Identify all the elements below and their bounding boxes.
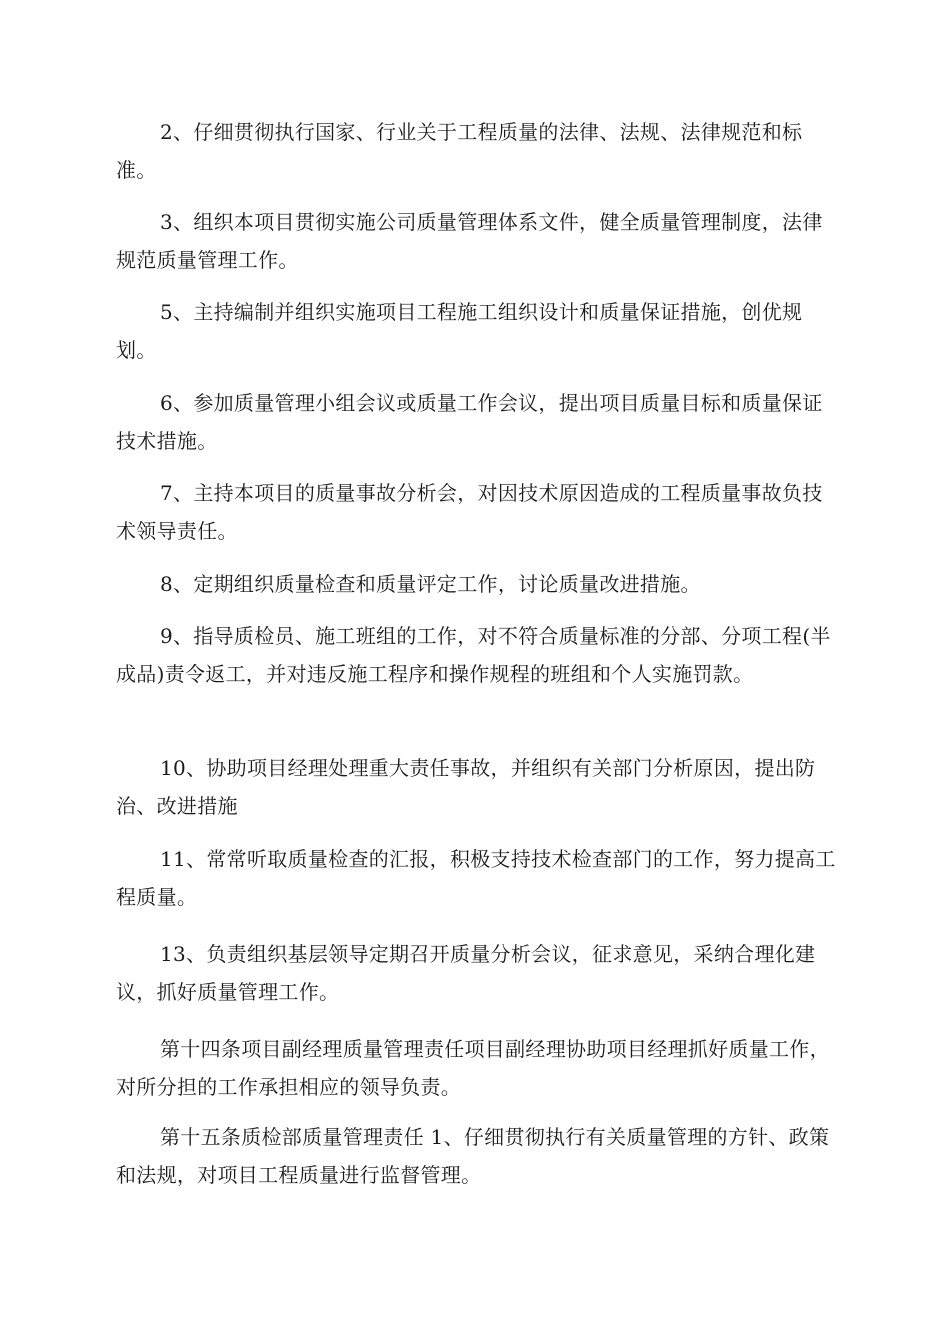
paragraph-item-6: 6、参加质量管理小组会议或质量工作会议，提出项目质量目标和质量保证技术措施。 [116,391,823,453]
paragraph-item-9: 9、指导质检员、施工班组的工作，对不符合质量标准的分部、分项工程(半成品)责令返工，并对违反施工程序和操作规程的班组和个人实施罚款。 [116,624,831,686]
paragraph-item-3: 3、组织本项目贯彻实施公司质量管理体系文件，健全质量管理制度，法律规范质量管理工作。 [116,210,823,272]
paragraph-item-8: 8、定期组织质量检查和质量评定工作，讨论质量改进措施。 [160,572,701,596]
paragraph-item-7: 7、主持本项目的质量事故分析会，对因技术原因造成的工程质量事故负技术领导责任。 [116,481,823,543]
paragraph-item-11: 11、常常听取质量检查的汇报，积极支持技术检查部门的工作，努力提高工程质量。 [116,847,836,909]
paragraph-item-13: 13、负责组织基层领导定期召开质量分析会议，征求意见，采纳合理化建议，抓好质量管理工作。 [116,942,816,1004]
paragraph-item-2: 2、仔细贯彻执行国家、行业关于工程质量的法律、法规、法律规范和标准。 [116,120,803,182]
article-15-paragraph: 第十五条质检部质量管理责任 1、仔细贯彻执行有关质量管理的方针、政策和法规，对项目工程质量进行监督管理。 [116,1125,830,1187]
paragraph-item-5: 5、主持编制并组织实施项目工程施工组织设计和质量保证措施，创优规划。 [116,300,803,362]
paragraph-item-10: 10、协助项目经理处理重大责任事故，并组织有关部门分析原因，提出防治、改进措施 [116,756,816,818]
article-14-paragraph: 第十四条项目副经理质量管理责任项目副经理协助项目经理抓好质量工作，对所分担的工作承担相应的领导负责。 [116,1037,830,1099]
